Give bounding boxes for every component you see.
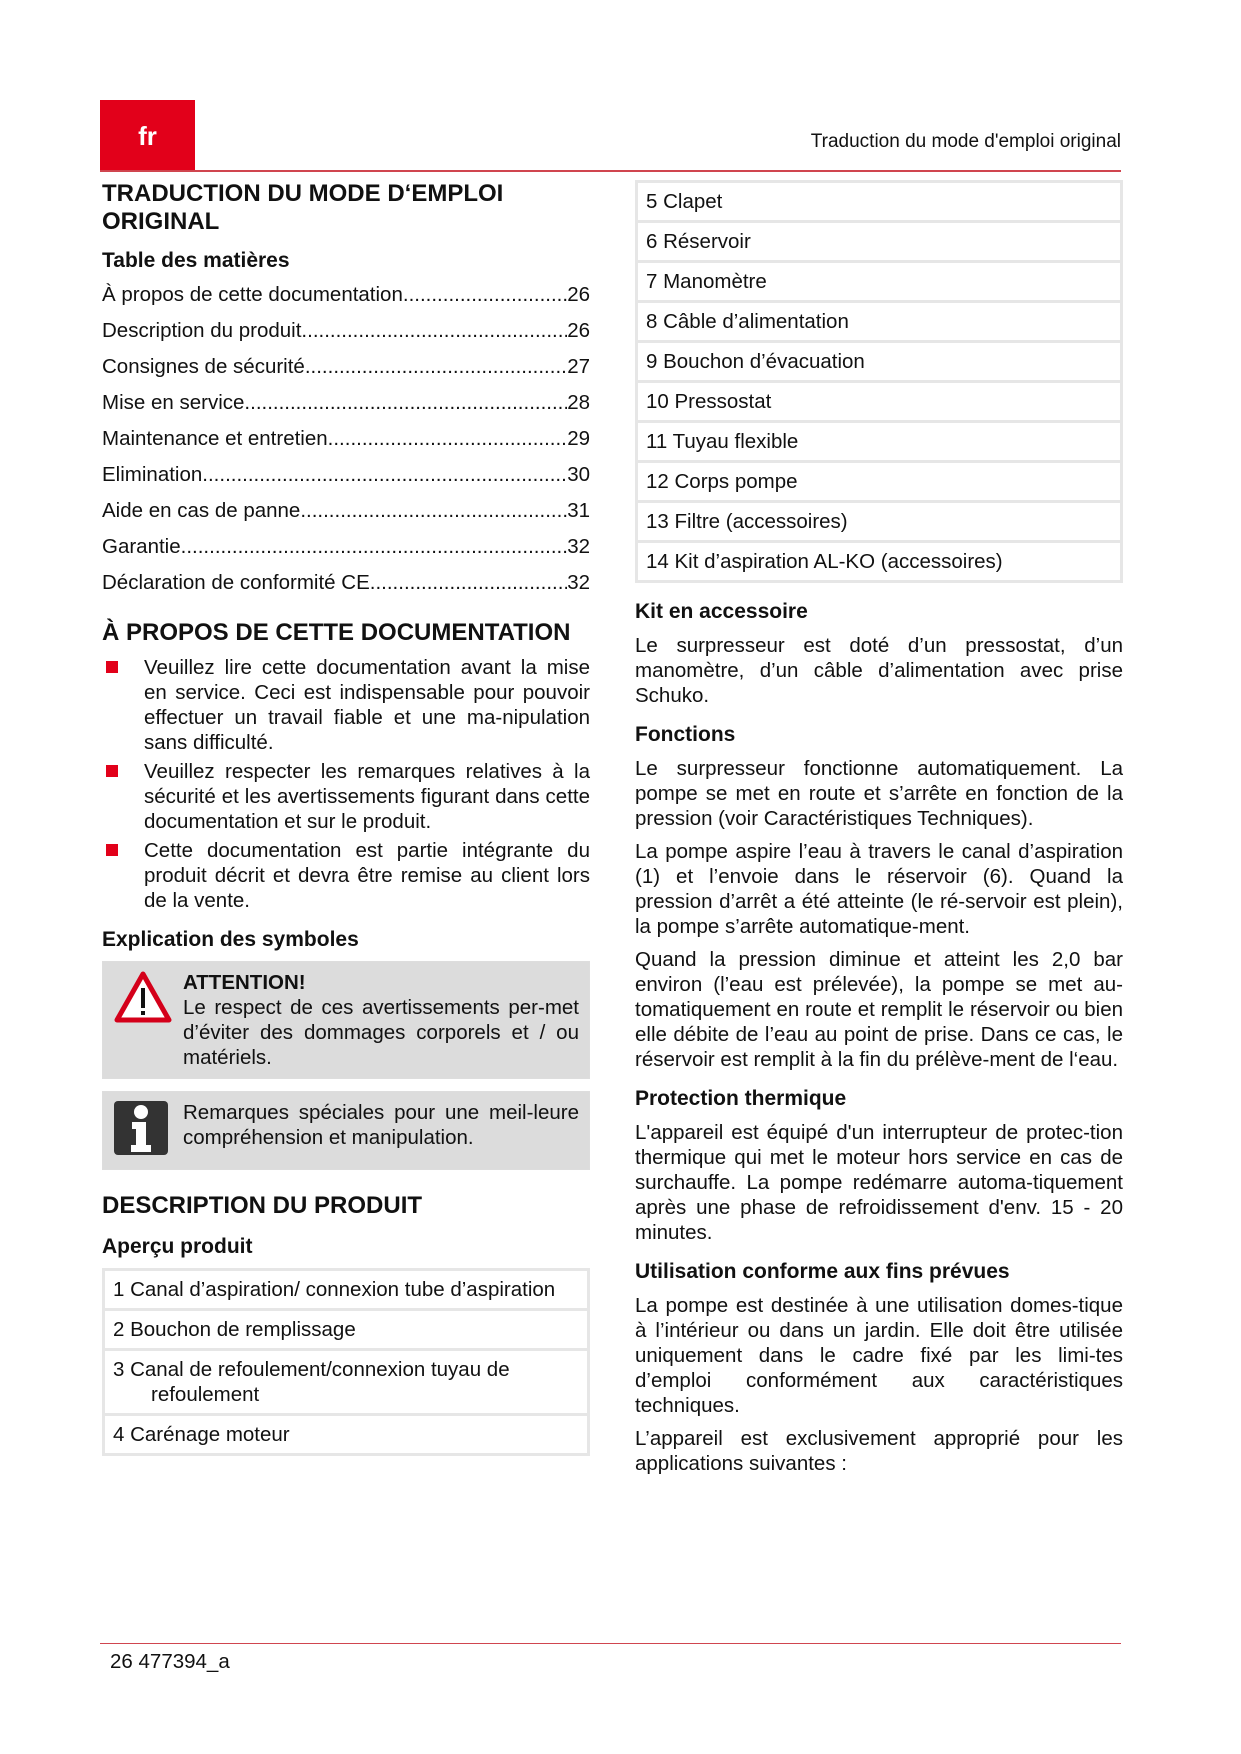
document-number: 477394_a bbox=[138, 1650, 230, 1673]
toc-item[interactable] bbox=[102, 282, 590, 307]
parts-table-left bbox=[102, 1268, 590, 1456]
part-row bbox=[637, 222, 1122, 262]
part-label: 1 Canal d’aspiration/ connexion tube d’aspiration bbox=[104, 1270, 589, 1310]
part-label: 6 Réservoir bbox=[637, 222, 1122, 262]
part-row bbox=[637, 422, 1122, 462]
parts-table-right bbox=[635, 180, 1123, 583]
toc-page: 27 bbox=[567, 355, 590, 378]
page-number: 26 bbox=[110, 1650, 133, 1673]
part-row bbox=[637, 302, 1122, 342]
toc-label: Maintenance et entretien bbox=[102, 427, 328, 450]
toc-item[interactable] bbox=[102, 534, 590, 559]
bullet-text: Veuillez respecter les remarques relatives à la sécurité et les avertissements figurant dans cette documentation et sur le produit. bbox=[144, 760, 590, 833]
toc-heading: Table des matières bbox=[102, 249, 290, 272]
footer-divider bbox=[100, 1643, 1121, 1644]
thermal-heading: Protection thermique bbox=[635, 1087, 847, 1110]
toc-leader bbox=[181, 534, 568, 559]
part-label: 4 Carénage moteur bbox=[104, 1415, 589, 1455]
toc-item[interactable] bbox=[102, 390, 590, 415]
toc-page: 30 bbox=[567, 463, 590, 486]
toc-label: Aide en cas de panne bbox=[102, 499, 301, 522]
toc-item[interactable] bbox=[102, 426, 590, 451]
toc-item[interactable] bbox=[102, 498, 590, 523]
bullet-text: Veuillez lire cette documentation avant la mise en service. Ceci est indispensable pour pouvoir effectuer un travail fiable et une ma-nipulation sans difficulté. bbox=[144, 656, 590, 754]
toc-page: 32 bbox=[567, 535, 590, 558]
symbols-heading: Explication des symboles bbox=[102, 928, 359, 951]
part-row bbox=[637, 542, 1122, 582]
part-row bbox=[104, 1350, 589, 1415]
usage-heading: Utilisation conforme aux fins prévues bbox=[635, 1260, 1010, 1283]
overview-heading: Aperçu produit bbox=[102, 1235, 253, 1258]
bullet-item bbox=[102, 655, 590, 755]
toc-page: 26 bbox=[567, 319, 590, 342]
info-icon bbox=[113, 1100, 173, 1161]
warning-box bbox=[102, 961, 590, 1079]
toc-item[interactable] bbox=[102, 570, 590, 595]
part-row bbox=[637, 382, 1122, 422]
toc-leader bbox=[370, 570, 567, 595]
main-title: TRADUCTION DU MODE D‘EMPLOI ORIGINAL bbox=[102, 180, 504, 235]
toc-label: Description du produit bbox=[102, 319, 302, 342]
left-column bbox=[102, 180, 590, 1456]
functions-p3: Quand la pression diminue et atteint les 2,0 bar environ (l’eau est prélevée), la pompe se met au-tomatiquement en route et remplit le réservoir ou bien elle débite de l’eau au point de prise. Dans ce cas, le réservoir est remplit à la fin du prélève-ment de l‘eau. bbox=[635, 948, 1123, 1071]
part-label: 10 Pressostat bbox=[637, 382, 1122, 422]
warning-text: Le respect de ces avertissements per-met d’éviter des dommages corporels et / ou matériels. bbox=[183, 996, 579, 1069]
part-label: 12 Corps pompe bbox=[637, 462, 1122, 502]
toc-label: À propos de cette documentation bbox=[102, 283, 403, 306]
usage-p1: La pompe est destinée à une utilisation domes-tique à l’intérieur ou dans un jardin. Elle doit être utilisée uniquement dans le cadre fixé par les limi-tes d’emploi conformément aux caractéristiques techniques. bbox=[635, 1294, 1123, 1417]
header-divider bbox=[100, 170, 1121, 172]
toc-leader bbox=[301, 318, 567, 343]
bullet-text: Cette documentation est partie intégrante du produit décrit et devra être remise au client lors de la vente. bbox=[144, 839, 590, 912]
part-label: 11 Tuyau flexible bbox=[637, 422, 1122, 462]
kit-text: Le surpresseur est doté d’un pressostat, d’un manomètre, d’un câble d’alimentation avec prise Schuko. bbox=[635, 634, 1123, 707]
toc-label: Consignes de sécurité bbox=[102, 355, 305, 378]
functions-p1: Le surpresseur fonctionne automatiquement. La pompe se met en route et s’arrête en fonction de la pression (voir Caractéristiques Techniques). bbox=[635, 757, 1123, 830]
part-row bbox=[104, 1310, 589, 1350]
bullet-item bbox=[102, 838, 590, 913]
bullet-square-icon bbox=[106, 844, 118, 856]
toc-page: 26 bbox=[567, 283, 590, 306]
right-column bbox=[635, 180, 1123, 1484]
toc-leader bbox=[328, 426, 568, 451]
toc-page: 29 bbox=[567, 427, 590, 450]
footer bbox=[110, 1650, 230, 1674]
toc-page: 28 bbox=[567, 391, 590, 414]
toc-item[interactable] bbox=[102, 462, 590, 487]
toc-label: Mise en service bbox=[102, 391, 245, 414]
info-text: Remarques spéciales pour une meil-leure compréhension et manipulation. bbox=[183, 1101, 579, 1149]
toc-page: 32 bbox=[567, 571, 590, 594]
part-label: 5 Clapet bbox=[637, 182, 1122, 222]
toc-leader bbox=[305, 354, 567, 379]
part-label: 9 Bouchon d’évacuation bbox=[637, 342, 1122, 382]
description-heading: DESCRIPTION DU PRODUIT bbox=[102, 1192, 423, 1219]
language-label: fr bbox=[138, 120, 157, 151]
part-row bbox=[637, 262, 1122, 302]
part-label: 14 Kit d’aspiration AL-KO (accessoires) bbox=[637, 542, 1122, 582]
bullet-square-icon bbox=[106, 661, 118, 673]
toc-label: Garantie bbox=[102, 535, 181, 558]
toc-item[interactable] bbox=[102, 354, 590, 379]
warning-title: ATTENTION! bbox=[183, 971, 306, 994]
toc-label: Elimination bbox=[102, 463, 203, 486]
part-row bbox=[637, 462, 1122, 502]
warning-triangle-icon bbox=[113, 970, 173, 1070]
bullet-square-icon bbox=[106, 765, 118, 777]
part-row bbox=[104, 1270, 589, 1310]
header-title: Traduction du mode d'emploi original bbox=[810, 131, 1121, 152]
part-row bbox=[637, 342, 1122, 382]
toc-leader bbox=[202, 462, 567, 487]
functions-heading: Fonctions bbox=[635, 723, 736, 746]
toc-leader bbox=[403, 282, 567, 307]
kit-heading: Kit en accessoire bbox=[635, 600, 808, 623]
about-bullets bbox=[102, 655, 590, 913]
toc-item[interactable] bbox=[102, 318, 590, 343]
functions-p2: La pompe aspire l’eau à travers le canal d’aspiration (1) et l’envoie dans le réservoir (6). Quand la pression d’arrêt a été atteinte (le ré-servoir est plein), la pompe s’arrête automatique-ment. bbox=[635, 840, 1123, 938]
info-box bbox=[102, 1091, 590, 1170]
part-label: 7 Manomètre bbox=[637, 262, 1122, 302]
part-label: 3 Canal de refoulement/connexion tuyau de refoulement bbox=[104, 1350, 589, 1415]
table-of-contents bbox=[102, 282, 590, 595]
part-label: 2 Bouchon de remplissage bbox=[104, 1310, 589, 1350]
toc-page: 31 bbox=[567, 499, 590, 522]
bullet-item bbox=[102, 759, 590, 834]
usage-p2: L’appareil est exclusivement approprié pour les applications suivantes : bbox=[635, 1427, 1123, 1475]
language-tab bbox=[100, 100, 195, 172]
part-label: 13 Filtre (accessoires) bbox=[637, 502, 1122, 542]
toc-leader bbox=[244, 390, 567, 415]
part-row bbox=[637, 502, 1122, 542]
thermal-text: L'appareil est équipé d'un interrupteur de protec-tion thermique qui met le moteur hors service en cas de surchauffe. La pompe redémarre automa-tiquement après une phase de refroidissement d'env. 15 - 20 minutes. bbox=[635, 1121, 1123, 1244]
part-label: 8 Câble d’alimentation bbox=[637, 302, 1122, 342]
part-row bbox=[637, 182, 1122, 222]
toc-leader bbox=[300, 498, 567, 523]
toc-label: Déclaration de conformité CE bbox=[102, 571, 370, 594]
about-heading: À PROPOS DE CETTE DOCUMENTATION bbox=[102, 619, 571, 646]
part-row bbox=[104, 1415, 589, 1455]
